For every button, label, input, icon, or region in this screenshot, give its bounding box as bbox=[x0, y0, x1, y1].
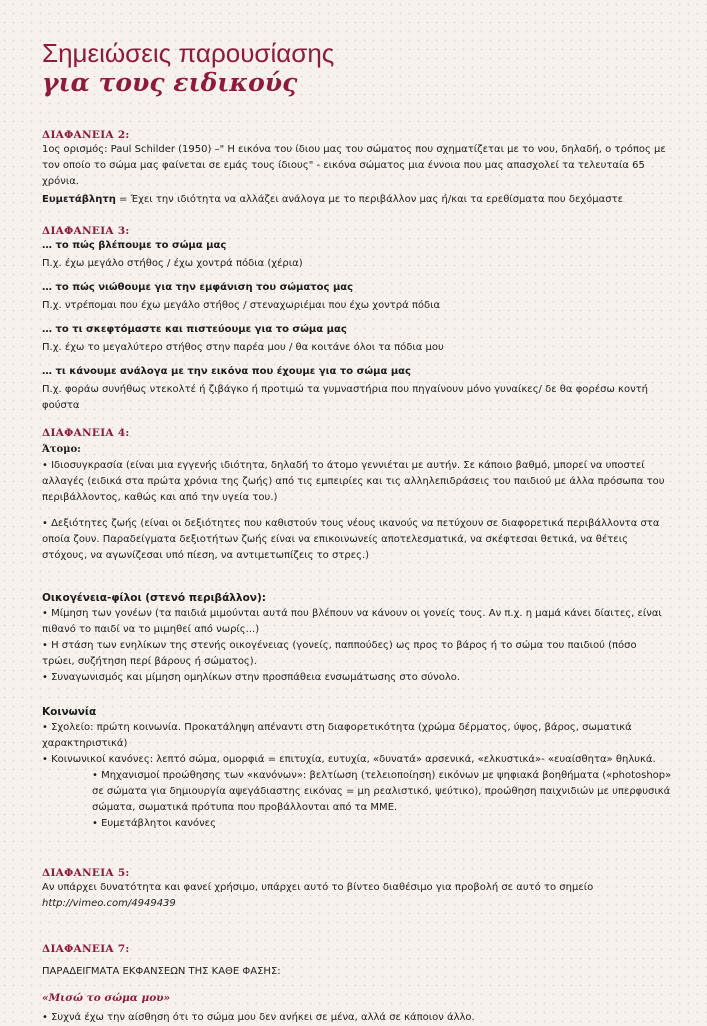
slide-3-item-title: … τι κάνουμε ανάλογα με την εικόνα που έχουμε για το σώμα μας bbox=[42, 366, 411, 377]
family-bullet: • Μίμηση των γονέων (τα παιδιά μιμούνται αυτά που βλέπουν να κάνουν οι γονείς τους. Αν π.χ. η μαμά κάνει δίαιτες, είναι πιθανό το παιδί να το μιμηθεί από νωρίς...) bbox=[42, 608, 662, 635]
slide-2-heading: ΔΙΑΦΑΝΕΙΑ 2: bbox=[42, 129, 130, 141]
phase-title: «Μισώ το σώμα μου» bbox=[42, 992, 171, 1004]
slide-2-term: Ευμετάβλητη bbox=[42, 194, 116, 205]
slide-3-item-example: Π.χ. φοράω συνήθως ντεκολτέ ή ζιβάγκο ή προτιμώ τα γυμναστήρια που πηγαίνουν μόνο γυναίκες/ δε θα φορέσω κοντή φούστα bbox=[42, 384, 649, 411]
document-page bbox=[42, 38, 672, 1026]
slide-4-section bbox=[42, 426, 672, 832]
individual-heading: Άτομο: bbox=[42, 444, 81, 455]
slide-7-subtitle: ΠΑΡΑΔΕΙΓΜΑΤΑ ΕΚΦΑΝΣΕΩΝ ΤΗΣ ΚΑΘΕ ΦΑΣΗΣ: bbox=[42, 966, 281, 977]
slide-3-item-title: … το πώς νιώθουμε για την εμφάνιση του σώματος μας bbox=[42, 282, 354, 293]
slide-2-term-text: = Έχει την ιδιότητα να αλλάζει ανάλογα με το περιβάλλον μας ή/και τα ερεθίσματα που δεχόμαστε bbox=[115, 194, 624, 205]
slide-3-item-example: Π.χ. έχω μεγάλο στήθος / έχω χοντρά πόδια (χέρια) bbox=[42, 258, 303, 269]
society-sub-bullet: • Ευμετάβλητοι κανόνες bbox=[92, 818, 216, 829]
society-heading: Κοινωνία bbox=[42, 706, 97, 718]
society-bullet: • Κοινωνικοί κανόνες: λεπτό σώμα, ομορφιά = επιτυχία, ευτυχία, «δυνατά» αρσενικά, «ελκυστικά»- «ευαίσθητα» θηλυκά. bbox=[42, 754, 656, 765]
family-heading: Οικογένεια-φίλοι (στενό περιβάλλον): bbox=[42, 592, 266, 604]
video-link[interactable]: http://vimeo.com/4949439 bbox=[42, 898, 176, 909]
page-subtitle: για τους ειδικούς bbox=[42, 68, 298, 97]
phase-bullet: • Συχνά έχω την αίσθηση ότι το σώμα μου δεν ανήκει σε μένα, αλλά σε κάποιον άλλο. bbox=[42, 1012, 475, 1023]
family-bullet: • Η στάση των ενηλίκων της στενής οικογένειας (γονείς, παππούδες) ως προς το βάρος ή το σώμα του παιδιού (πόσο τρώει, συζήτηση περί βάρους ή σώματος). bbox=[42, 640, 637, 667]
slide-3-section bbox=[42, 224, 672, 414]
society-bullet: • Σχολείο: πρώτη κοινωνία. Προκατάληψη απέναντι στη διαφορετικότητα (χρώμα δέρματος, ύψος, βάρος, σωματικά χαρακτηριστικά) bbox=[42, 722, 632, 749]
slide-2-term-line bbox=[42, 192, 672, 208]
slide-3-item-example: Π.χ. έχω το μεγαλύτερο στήθος στην παρέα μου / θα κοιτάνε όλοι τα πόδια μου bbox=[42, 342, 444, 353]
slide-2-definition: 1ος ορισμός: Paul Schilder (1950) –" Η εικόνα του ίδιου μας του σώματος που σχηματίζεται με το νου, δηλαδή, ο τρόπος με τον οποίο το σώμα μας φαίνεται σε εμάς τους ίδιους" - εικόνα σώματος μια έννοια που μας απασχολεί τα τελευταία 65 χρόνια. bbox=[42, 144, 666, 187]
slide-4-heading: ΔΙΑΦΑΝΕΙΑ 4: bbox=[42, 427, 130, 439]
slide-3-heading: ΔΙΑΦΑΝΕΙΑ 3: bbox=[42, 225, 130, 237]
slide-5-section bbox=[42, 866, 672, 912]
individual-bullet: • Δεξιότητες ζωής (είναι οι δεξιότητες που καθιστούν τους νέους ικανούς να πετύχουν σε διαφορετικά περιβάλλοντα στα οποία ζουν. Παραδείγματα δεξιοτήτων ζωής είναι να επικοινωνείς αποτελεσματικά, να σκέφτεσαι θετικά, να θέτεις στόχους, να αγωνίζεσαι υπό πίεση, να αντιμετωπίζεις το στρες.) bbox=[42, 518, 660, 561]
slide-2-section bbox=[42, 128, 672, 208]
slide-3-item-example: Π.χ. ντρέπομαι που έχω μεγάλο στήθος / στεναχωριέμαι που έχω χοντρά πόδια bbox=[42, 300, 441, 311]
society-sub-bullet: • Μηχανισμοί προώθησης των «κανόνων»: βελτίωση (τελειοποίηση) εικόνων με ψηφιακά βοηθήματα («photoshop» σε σώματα για δημιουργία αψεγάδιαστης εικόνας = μη ρεαλιστικό, ψεύτικο), προώθηση παιχνιδιών με υπερφυσικά σώματα, σωματικά πρότυπα που προβάλλονται από τα ΜΜΕ. bbox=[92, 770, 672, 813]
individual-bullet: • Ιδιοσυγκρασία (είναι μια εγγενής ιδιότητα, δηλαδή το άτομο γεννιέται με αυτήν. Σε κάποιο βαθμό, μπορεί να υποστεί αλλαγές (ειδικά στα πρώτα χρόνια της ζωής) από τις εμπειρίες και τις αλληλεπιδράσεις του παιδιού με άλλα πρόσωπα του περιβάλλοντος, καθώς και από την υγεία του.) bbox=[42, 460, 665, 503]
slide-5-heading: ΔΙΑΦΑΝΕΙΑ 5: bbox=[42, 867, 130, 879]
slide-7-heading: ΔΙΑΦΑΝΕΙΑ 7: bbox=[42, 943, 130, 955]
slide-7-section bbox=[42, 942, 672, 1026]
family-bullet: • Συναγωνισμός και μίμηση ομηλίκων στην προσπάθεια ενσωμάτωσης στο σύνολο. bbox=[42, 672, 461, 683]
page-title: Σημειώσεις παρουσίασης bbox=[42, 38, 335, 68]
slide-3-item-title: … το πώς βλέπουμε το σώμα μας bbox=[42, 240, 227, 251]
slide-5-text: Αν υπάρχει δυνατότητα και φανεί χρήσιμο, υπάρχει αυτό το βίντεο διαθέσιμο για προβολή σε αυτό το σημείο bbox=[42, 882, 594, 893]
slide-3-item-title: … το τι σκεφτόμαστε και πιστεύουμε για το σώμα μας bbox=[42, 324, 347, 335]
